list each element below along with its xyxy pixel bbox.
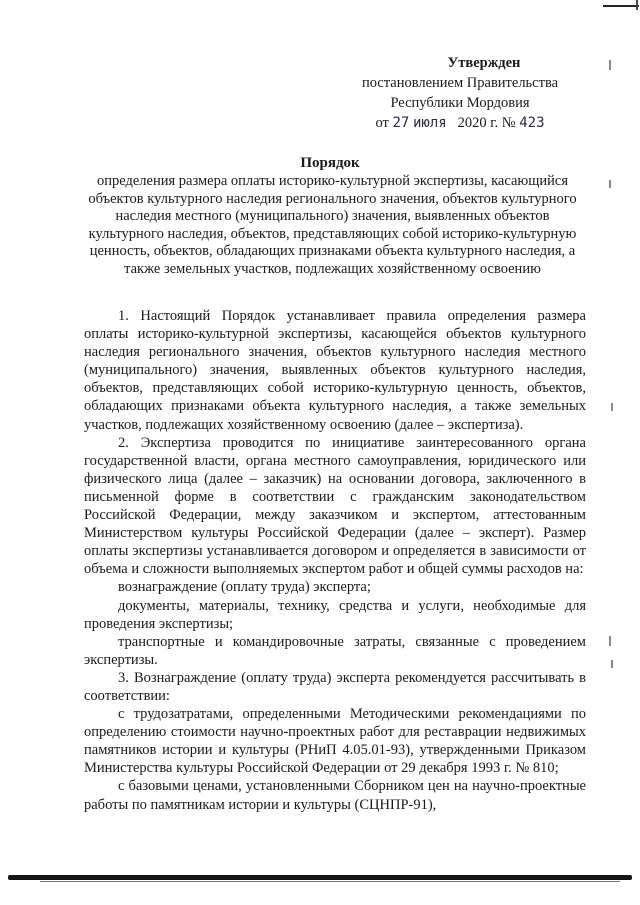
paragraph: с трудозатратами, определенными Методическими рекомендациями по определению стоимости научно-проектных работ для реставрации недвижимых памятников истории и культуры (РНиП 4.05.01-93), утвержденными Приказом Министерства культуры Российской Федерации от 29 декабря 1993 г. № 810; bbox=[84, 706, 586, 777]
paragraph: 2. Экспертиза проводится по инициативе заинтересованного органа государственной власти, органа местного самоуправления, юридического или физического лица (далее – заказчик) на основании договора, заключенного в письменной форме в соответствии с гражданским законодательством Российской Федерации, между заказчиком и экспертом, аттестованным Министерством культуры Российской Федерации (далее – эксперт). Размер оплаты экспертизы устанавливается договором и определяется в зависимости от объема и сложности выполняемых экспертом работ и общей суммы расходов на: bbox=[84, 434, 586, 578]
paragraph: 3. Вознаграждение (оплату труда) эксперта рекомендуется рассчитывать в соответствии: bbox=[84, 669, 586, 704]
approval-date-line bbox=[340, 113, 580, 133]
approval-stamp-block bbox=[340, 53, 580, 133]
approval-year: 2020 г. bbox=[457, 115, 499, 131]
scan-artifact bbox=[609, 636, 611, 646]
document-title: Порядок bbox=[300, 155, 360, 171]
document-subtitle: определения размера оплаты историко-культурной экспертизы, касающийся объектов культурного наследия регионального значения, объектов культурного наследия местного (муниципального) значения, выявленных объектов культурного наследия, объектов, представляющих собой историко-культурную ценность, объектов, обладающих признаками объекта культурного наследия, а также земельных участков, подлежащих хозяйственному освоению bbox=[88, 173, 577, 277]
scan-artifact bbox=[603, 5, 639, 7]
scan-artifact bbox=[609, 60, 611, 70]
approval-title: Утвержден bbox=[447, 55, 521, 71]
scan-artifact bbox=[609, 180, 611, 188]
number-sign: № bbox=[501, 115, 516, 131]
approval-line-2: Республики Мордовия bbox=[390, 95, 530, 111]
scan-artifact bbox=[636, 0, 638, 10]
paragraph: транспортные и командировочные затраты, связанные с проведением экспертизы. bbox=[84, 633, 586, 668]
date-prefix: от bbox=[375, 115, 389, 131]
scan-artifact bbox=[611, 403, 613, 411]
paragraph: 1. Настоящий Порядок устанавливает правила определения размера оплаты историко-культурной экспертизы, касающейся объектов культурного наследия регионального значения, объектов культурного наследия местного (муниципального) значения, выявленных объектов культурного наследия, объектов, представляющих собой историко-культурную ценность, объектов, обладающих признаками объекта культурного наследия, а также земельных участков, подлежащих хозяйственному освоению (далее – экспертиза). bbox=[84, 308, 586, 433]
scan-artifact bbox=[611, 660, 613, 668]
paragraph: с базовыми ценами, установленными Сборником цен на научно-проектные работы по памятникам истории и культуры (СЦНПР-91), bbox=[84, 778, 586, 813]
scan-edge-line bbox=[40, 881, 620, 882]
approval-line-1: постановлением Правительства bbox=[361, 75, 559, 91]
approval-month: июля bbox=[412, 115, 447, 131]
approval-number: 423 bbox=[519, 115, 545, 131]
paragraph: документы, материалы, технику, средства и услуги, необходимые для проведения экспертизы; bbox=[84, 597, 586, 632]
document-body bbox=[84, 307, 586, 814]
approval-day: 27 bbox=[392, 115, 410, 131]
paragraph: вознаграждение (оплату труда) эксперта; bbox=[118, 579, 371, 596]
scan-edge-shadow bbox=[8, 875, 632, 880]
